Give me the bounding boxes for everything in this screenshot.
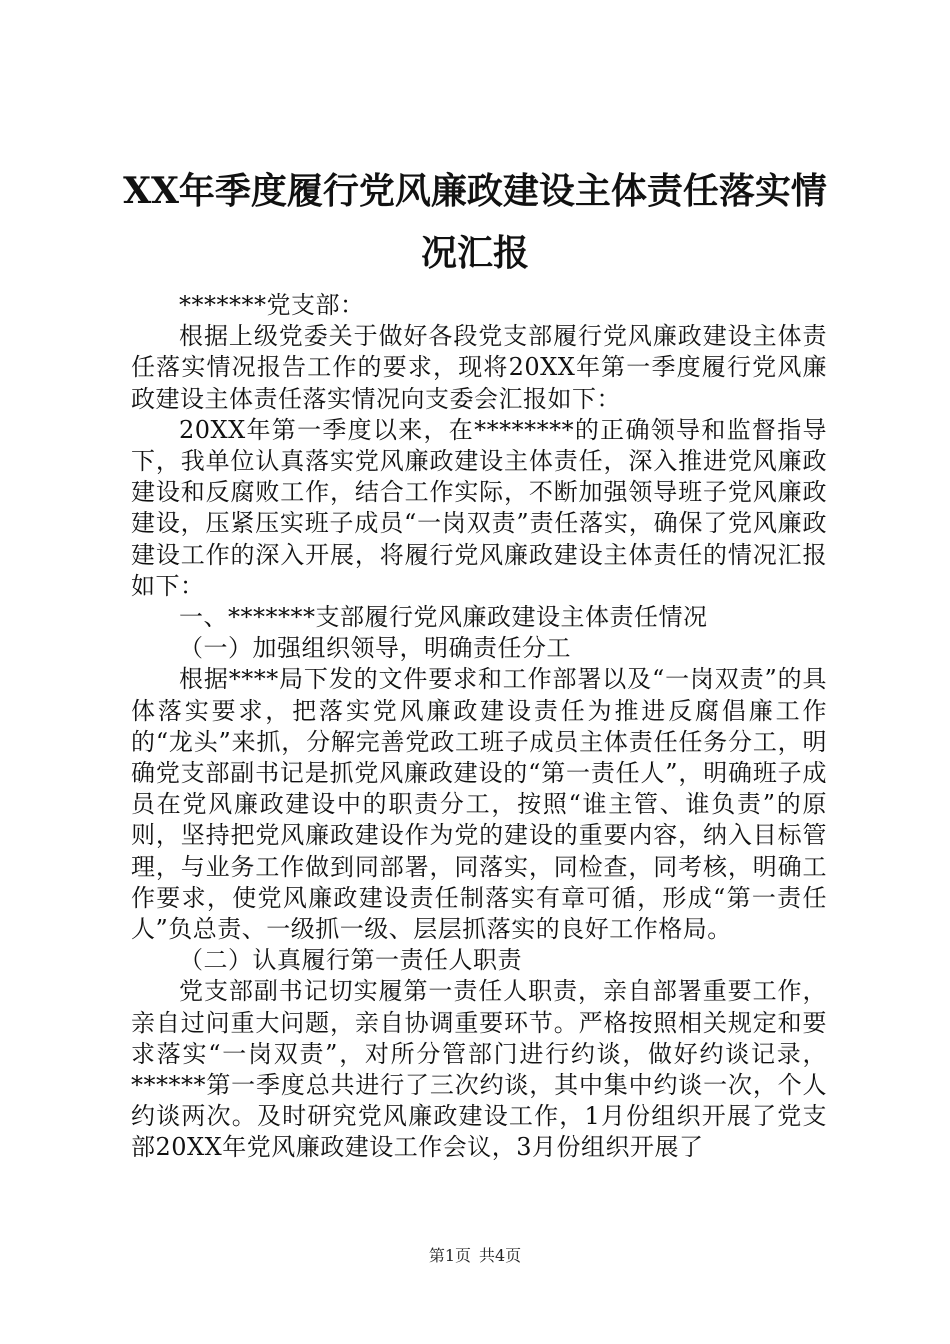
subsection-heading-2: （二）认真履行第一责任人职责 [179, 946, 522, 975]
page-footer [0, 1246, 950, 1266]
paragraph-overview: 20XX年第一季度以来，在********的正确领导和监督指导下，我单位认真落实党风廉政建设主体责任，深入推进党风廉政建设和反腐败工作，结合工作实际，不断加强领导班子党风廉政建设，压紧压实班子成员“一岗双责”责任落实，确保了党风廉政建设工作的深入开展，将履行党风廉政建设主体责任的情况汇报如下： [131, 415, 827, 600]
salutation: *******党支部： [179, 291, 365, 319]
document-title: XX年季度履行党风廉政建设主体责任落实情况汇报 [123, 170, 827, 274]
paragraph-subsection-1: 根据****局下发的文件要求和工作部署以及“一岗双责”的具体落实要求，把落实党风廉政建设责任为推进反腐倡廉工作的“龙头”来抓，分解完善党政工班子成员主体责任任务分工，明确党支部副书记是抓党风廉政建设的“第一责任人”，明确班子成员在党风廉政建设中的职责分工，按照“谁主管、谁负责”的原则，坚持把党风廉政建设作为党的建设的重要内容，纳入目标管理，与业务工作做到同部署，同落实，同检查，同考核，明确工作要求，使党风廉政建设责任制落实有章可循，形成“第一责任人”负总责、一级抓一级、层层抓落实的良好工作格局。 [131, 665, 827, 944]
section-heading-1: 一、*******支部履行党风廉政建设主体责任情况 [179, 603, 708, 632]
page-number: 第1页 [428, 1246, 471, 1265]
paragraph-subsection-2: 党支部副书记切实履第一责任人职责，亲自部署重要工作，亲自过问重大问题，亲自协调重要环节。严格按照相关规定和要求落实“一岗双责”，对所分管部门进行约谈，做好约谈记录，******第一季度总共进行了三次约谈，其中集中约谈一次，个人约谈两次。及时研究党风廉政建设工作，1月份组织开展了党支部20XX年党风廉政建设工作会议，3月份组织开展了 [131, 977, 827, 1162]
page-total: 共4页 [479, 1246, 522, 1265]
document-body [131, 290, 827, 1164]
paragraph-intro: 根据上级党委关于做好各段党支部履行党风廉政建设主体责任落实情况报告工作的要求，现将20XX年第一季度履行党风廉政建设主体责任落实情况向支委会汇报如下： [131, 322, 827, 413]
subsection-heading-1: （一）加强组织领导，明确责任分工 [179, 634, 571, 663]
